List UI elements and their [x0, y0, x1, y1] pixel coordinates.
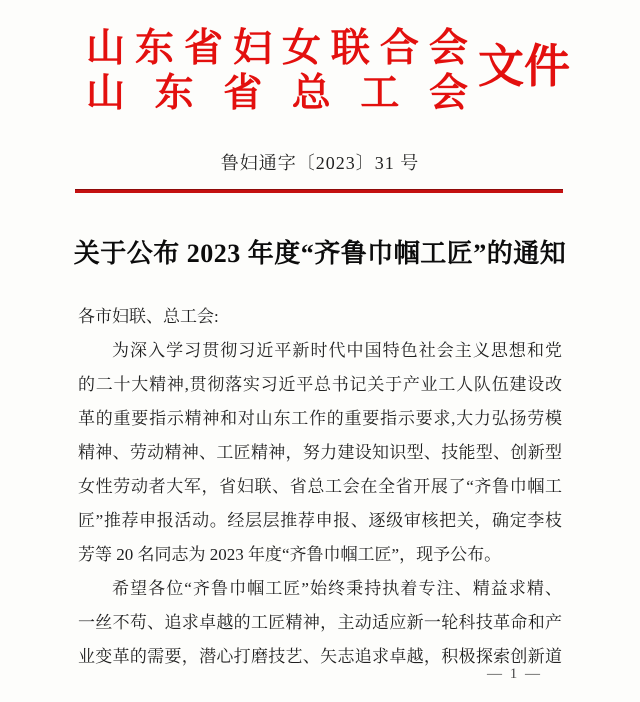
body-line-salutation: 各市妇联、总工会: [78, 307, 219, 326]
doc-type-label: 文件 [478, 41, 570, 92]
document-body [78, 300, 562, 674]
body-line: 的二十大精神,贯彻落实习近平总书记关于产业工人队伍建设改 [78, 375, 562, 394]
body-line: 精神、劳动精神、工匠精神，努力建设知识型、技能型、创新型 [78, 443, 562, 462]
body-line: 女性劳动者大军，省妇联、省总工会在全省开展了“齐鲁巾帼工 [78, 477, 562, 496]
body-line: 匠”推荐申报活动。经层层推荐申报、逐级审核把关，确定李枝 [78, 511, 562, 530]
document-title: 关于公布 2023 年度“齐鲁巾帼工匠”的通知 [73, 239, 567, 268]
org-names [86, 26, 468, 116]
body-line: 芳等 20 名同志为 2023 年度“齐鲁巾帼工匠”，现予公布。 [78, 545, 502, 564]
document-letterhead [86, 26, 570, 118]
body-line: 一丝不苟、追求卓越的工匠精神，主动适应新一轮科技革命和产 [78, 613, 562, 632]
doc-number: 鲁妇通字〔2023〕31 号 [220, 153, 420, 173]
body-line: 业变革的需要，潜心打磨技艺、矢志追求卓越，积极探索创新道 [78, 647, 562, 666]
body-line: 革的重要指示精神和对山东工作的重要指示要求,大力弘扬劳模 [78, 409, 562, 428]
org-name-line1: 山 东 省 妇 女 联 合 会 [86, 27, 468, 70]
body-line: 为深入学习贯彻习近平新时代中国特色社会主义思想和党 [112, 341, 562, 360]
red-divider-line [75, 189, 563, 193]
page-number: — 1 — [487, 666, 542, 682]
org-name-line2: 山 东 省 总 工 会 [86, 72, 468, 115]
body-line: 希望各位“齐鲁巾帼工匠”始终秉持执着专注、精益求精、 [112, 579, 562, 598]
